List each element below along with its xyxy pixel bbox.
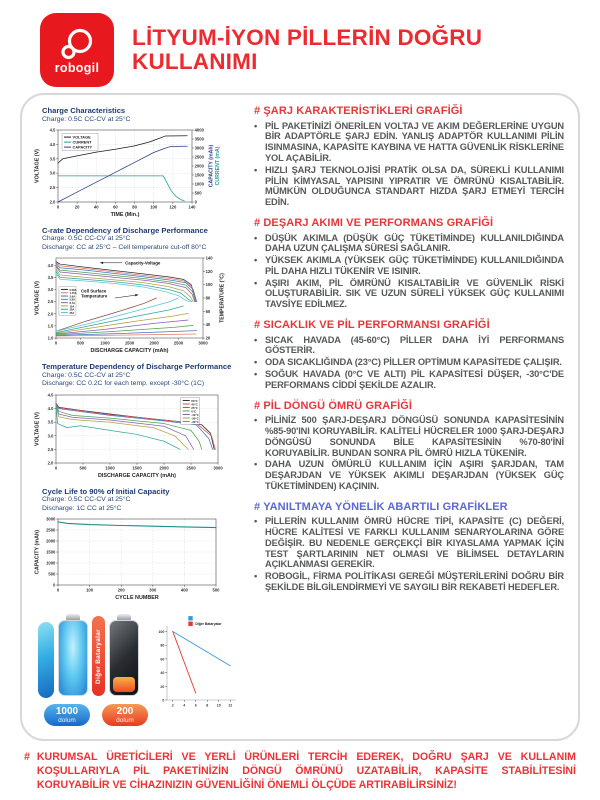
bullet-item: • ODA SICAKLIĞINDA (23°C) PİLLER OPTİMUM KAPASİTEDE ÇALIŞIR. [254,357,562,368]
chart-block-cycle-life [32,488,246,605]
svg-text:2.0: 2.0 [47,460,54,466]
section-heading: # SICAKLIK VE PİL PERFORMANSI GRAFİĞİ [254,319,490,331]
svg-text:40: 40 [160,671,165,676]
svg-text:200: 200 [117,587,125,593]
svg-text:2000: 2000 [159,465,169,471]
svg-text:DISCHARGE CAPACITY (mAh): DISCHARGE CAPACITY (mAh) [98,473,176,480]
svg-text:DISCHARGE CAPACITY (mAh): DISCHARGE CAPACITY (mAh) [90,348,169,355]
svg-text:80: 80 [205,295,211,301]
svg-text:10: 10 [216,703,221,708]
section-charge [254,105,564,208]
chart-subtitle: Discharge: 1C CC at 25°C [42,504,122,512]
chart-block-charge [32,107,246,222]
svg-text:2.0: 2.0 [49,199,56,205]
chart-title: Temperature Dependency of Discharge Performance [42,362,232,372]
charts-column [32,105,246,735]
svg-text:CYCLE NUMBER: CYCLE NUMBER [115,595,159,602]
svg-text:60°C: 60°C [191,398,198,403]
bullet-item: • SICAK HAVADA (45-60°C) PİLLER DAHA İYİ PERFORMANS GÖSTERİR. [254,334,564,356]
svg-text:0: 0 [56,204,60,210]
battery-bar-blue [38,622,54,698]
chart-subtitle: Charge: 0.5C CC-CV at 25°C [42,496,131,504]
battery-comparison-graphic [32,610,242,728]
svg-text:1.45A: 1.45A [69,292,77,296]
svg-text:2.5: 2.5 [47,446,54,452]
svg-text:0: 0 [54,340,58,346]
svg-text:120: 120 [205,269,213,275]
svg-text:3500: 3500 [194,136,204,142]
svg-text:140: 140 [205,255,213,261]
bullet-item: • SOĞUK HAVADA (0°C VE ALTI) PİL KAPASİTESİ DÜŞER, -30°C'DE PERFORMANS CİDDİ ŞEKİLDE AZALIR. [254,368,564,390]
robogil-logo [40,13,114,87]
chart-subtitle: Charge: 0.5C CC-CV at 25°C [42,115,131,123]
svg-text:15A: 15A [69,305,75,309]
section-misleading-charts [254,501,564,593]
svg-text:1000: 1000 [194,181,204,187]
svg-text:4000: 4000 [194,127,204,133]
svg-text:TIME (Min.): TIME (Min.) [110,212,140,219]
svg-text:0: 0 [162,698,165,703]
svg-text:4.5: 4.5 [49,127,56,133]
hash-symbol: # [24,751,30,763]
svg-text:TEMPERATURE (°C): TEMPERATURE (°C) [219,273,226,324]
svg-text:1500: 1500 [46,549,56,555]
svg-text:100: 100 [86,587,94,593]
section-discharge [254,217,564,310]
svg-text:500: 500 [194,190,202,196]
battery-bad-illustration [109,614,139,696]
svg-text:-10°C: -10°C [191,412,199,417]
svg-text:1500: 1500 [132,465,142,471]
svg-text:100: 100 [205,282,213,288]
svg-text:2.0: 2.0 [47,311,54,317]
other-batteries-vertical-label: Diğer Bataryalar [92,616,105,696]
svg-text:CAPACITY (mAh): CAPACITY (mAh) [208,144,215,188]
svg-text:2: 2 [171,703,174,708]
page-title: LİTYUM-İYON PİLLERİN DOĞRU KULLANIMI [132,24,483,74]
svg-text:2000: 2000 [194,163,204,169]
header [0,0,600,91]
chart-block-crate [32,227,246,358]
cycle-life-chart [32,515,222,605]
chart-title: Cycle Life to 90% of Initial Capacity [42,486,170,496]
svg-text:45°C: 45°C [191,402,198,407]
svg-text:Temperature: Temperature [80,293,108,299]
svg-text:8.7A: 8.7A [69,302,76,306]
svg-text:2.5: 2.5 [47,299,54,305]
svg-text:1.5: 1.5 [47,323,54,329]
svg-text:3.0: 3.0 [47,433,54,439]
crate-discharge-chart [32,254,227,358]
svg-text:3.5: 3.5 [49,156,56,162]
svg-text:5.8A: 5.8A [69,299,76,303]
svg-text:0: 0 [53,582,56,588]
chart-subtitle: Discharge: CC at 25°C – Cell temperature cut-off 80°C [42,243,207,251]
svg-text:3000: 3000 [198,340,208,346]
svg-text:12: 12 [228,703,233,708]
svg-text:1000: 1000 [100,340,110,346]
bullet-item: • ROBOGİL, FİRMA POLİTİKASI GEREĞİ MÜŞTERİLERİNİ DOĞRU BİR ŞEKİLDE BİLGİLENDİRMEYİ VE SAYGILI BİR REKABETİ HEDEFLER. [254,571,564,592]
svg-text:4.5: 4.5 [47,392,54,398]
svg-text:CURRENT: CURRENT [72,139,92,145]
bullet-item: • PİLİNİZ 500 ŞARJ-DEŞARJ DÖNGÜSÜ SONUNDA KAPASİTESİNİN %85-90'INI KORUYABİLİR. KALİTELİ HÜCRELER 1000 ŞARJ-DEŞARJ DÖNGÜSÜ SONUNDA BİLE KAPASİTESİNİN %70-80'İNİ KORUYABİLİR. BUNDAN SONRA PİL ÖMRÜ HIZLA TÜKENİR. [254,415,564,458]
svg-text:1500: 1500 [124,340,135,346]
svg-text:1.0: 1.0 [47,335,54,341]
bullet-item: • YÜKSEK AKIMLA (YÜKSEK GÜÇ TÜKETİMİNDE) KULLANILDIĞINDA PİL DAHA HIZLI TÜKENİR VE ISINIR. [254,255,564,276]
svg-text:-30°C: -30°C [191,419,199,424]
svg-text:0°C: 0°C [191,409,197,414]
svg-text:140: 140 [188,204,196,210]
battery-low-charge-level [113,677,135,692]
battery-body [109,620,139,696]
svg-text:6: 6 [194,703,197,708]
svg-text:25A: 25A [69,312,75,316]
svg-text:3000: 3000 [194,145,204,151]
svg-text:0: 0 [194,199,197,205]
chart-subtitle: Charge: 0.5C CC-CV at 25°C [42,235,131,243]
svg-text:4.0: 4.0 [47,263,54,269]
svg-text:3000: 3000 [46,516,56,522]
svg-text:500: 500 [77,340,84,346]
logo-wordmark: robogil [54,60,100,75]
section-heading: # DEŞARJ AKIMI VE PERFORMANS GRAFİĞİ [254,216,494,229]
svg-text:2000: 2000 [149,340,159,346]
svg-text:CAPACITY (mAh): CAPACITY (mAh) [34,530,41,575]
svg-text:80: 80 [132,204,137,210]
svg-text:500: 500 [79,465,87,471]
svg-text:400: 400 [180,587,188,593]
svg-text:25°C: 25°C [191,405,198,410]
svg-text:60: 60 [113,204,118,210]
chart-subtitle: Charge: 0.5C CC-CV at 25°C [42,371,131,379]
bullet-item: • DAHA UZUN ÖMÜRLÜ KULLANIM İÇİN AŞIRI ŞARJDAN, TAM DEŞARJDAN VE YÜKSEK AKIMLI DEŞARJDAN (YÜKSEK GÜÇ TÜKETİMİNDEN) KAÇININ. [254,459,564,491]
battery-decline-mini-chart [156,610,238,710]
svg-text:0: 0 [56,587,60,593]
svg-text:60: 60 [160,657,165,662]
charge-characteristics-chart [32,126,222,222]
svg-text:2500: 2500 [173,340,184,346]
svg-text:20: 20 [74,204,80,210]
svg-text:VOLTAGE (V): VOLTAGE (V) [34,281,41,316]
svg-text:20A: 20A [69,309,75,313]
svg-text:VOLTAGE (V): VOLTAGE (V) [34,411,41,446]
svg-text:0: 0 [54,465,58,471]
svg-text:40: 40 [205,322,211,328]
battery-body [58,620,88,696]
svg-text:8: 8 [206,703,209,708]
chart-title: C-rate Dependency of Discharge Performance [42,225,208,235]
section-heading: # YANILTMAYA YÖNELİK ABARTILI GRAFİKLER [254,500,508,513]
bullet-item: • AŞIRI AKIM, PİL ÖMRÜNÜ KISALTABİLİR VE GÜVENLİK RİSKİ OLUŞTURABİLİR. SIK VE UZUN SÜRELİ YÜKSEK GÜÇ KULLANIMI TAVSİYE EDİLMEZ. [254,277,564,310]
text-column [252,105,570,735]
svg-text:CAPACITY: CAPACITY [72,144,93,150]
svg-text:Diğer Bataryalar: Diğer Bataryalar [195,622,222,627]
svg-text:100: 100 [158,630,165,635]
svg-text:0.58A: 0.58A [69,289,77,293]
svg-text:40: 40 [93,204,99,210]
svg-text:500: 500 [48,571,56,577]
section-temperature [254,319,564,391]
svg-text:3000: 3000 [213,465,223,471]
bullet-item: • HIZLI ŞARJ TEKNOLOJİSİ PRATİK OLSA DA, SÜREKLİ KULLANIMI PİLİN KİMYASAL YAPISINI YIPRATIR VE ÖMRÜNÜ KISALTABİLİR. MÜMKÜN OLDUĞUNCA STANDART HIZDA ŞARJ ETMEYİ TERCİH EDİN. [254,164,564,208]
svg-text:3.0: 3.0 [47,287,54,293]
temperature-discharge-chart [32,391,224,483]
svg-text:2500: 2500 [194,154,204,160]
svg-text:80: 80 [160,644,165,649]
svg-text:Capacity-Voltage: Capacity-Voltage [125,260,161,266]
svg-text:1500: 1500 [194,172,204,178]
footer-text: KURUMSAL ÜRETİCİLERİ VE YERLİ ÜRÜNLERİ TERCİH EDEREK, DOĞRU ŞARJ VE KULLANIM KOŞULLARIYLA PİL PAKETİNİZİN DÖNGÜ ÖMRÜNÜ UZATABİLİR, KAPASİTE STABİLİTESİNİ KORUYABİLİR VE CİHAZINIZIN GÜVENLİĞİNİ ÖNEMLİ ÖLÇÜDE ARTIRABİLİRSİNİZ! [36,751,576,791]
svg-text:Cell Surface: Cell Surface [80,288,107,294]
robogil-logo-icon [55,26,99,64]
svg-text:3.5: 3.5 [47,419,54,425]
svg-text:2500: 2500 [186,465,196,471]
svg-text:300: 300 [149,587,157,593]
svg-text:3.5: 3.5 [47,275,54,281]
svg-text:20: 20 [160,685,165,690]
svg-text:20: 20 [205,335,211,341]
svg-text:100: 100 [150,204,158,210]
svg-text:CURRENT (mA): CURRENT (mA) [215,146,221,186]
bullet-item: • PİL PAKETİNİZİ ÖNERİLEN VOLTAJ VE AKIM DEĞERLERİNE UYGUN BİR ADAPTÖRLE ŞARJ EDİN. YANLIŞ ADAPTÖR KULLANIMI PİLİN ISINMASINA, KAPASİTE KAYBINA VE HATTA GÜVENLİK RİSKLERİNE YOL AÇABİLİR. [254,120,564,163]
svg-text:4: 4 [183,703,186,708]
svg-text:500: 500 [212,587,220,593]
battery-good-illustration [58,614,88,696]
svg-text:4.0: 4.0 [49,141,56,147]
bad-cycles-badge: 200 dolum [102,704,148,726]
svg-text:VOLTAGE: VOLTAGE [72,134,91,140]
svg-text:2.9A: 2.9A [69,295,76,299]
footer-callout [0,741,600,793]
chart-title: Charge Characteristics [42,106,126,115]
svg-text:2500: 2500 [46,527,56,533]
svg-text:1000: 1000 [46,560,56,566]
bullet-item: • PİLLERİN KULLANIM ÖMRÜ HÜCRE TİPİ, KAPASİTE (C) DEĞERİ, HÜCRE KALİTESİ VE FARKLI KULLANIM SENARYOLARINA GÖRE DEĞİŞİR. BU NEDENLE GERÇEKÇİ BİR KIYASLAMA YAPMAK İÇİN TEST ŞARTLARININ NET OLMASI VE BİLİMSEL DETAYLARIN AÇIKLANMASI GEREKİR. [254,516,564,570]
svg-text:1000: 1000 [105,465,115,471]
svg-text:3.0: 3.0 [49,170,56,176]
svg-text:-20°C: -20°C [191,416,199,421]
chart-subtitle: Discharge: CC 0.2C for each temp. except -30°C (1C) [42,380,205,388]
bullet-item: • DÜŞÜK AKIMLA (DÜŞÜK GÜÇ TÜKETİMİNDE) KULLANILDIĞINDA DAHA UZUN ÇALIŞMA SÜRESİ SAĞLANIR. [254,232,564,254]
svg-text:120: 120 [169,204,177,210]
svg-text:VOLTAGE (V): VOLTAGE (V) [34,149,41,183]
chart-block-temperature [32,363,246,482]
section-cycle-life [254,400,564,492]
good-cycles-badge: 1000 dolum [44,704,90,726]
section-heading: # ŞARJ KARAKTERİSTİKLERİ GRAFİĞİ [254,105,463,117]
section-heading: # PİL DÖNGÜ ÖMRÜ GRAFİĞİ [254,399,413,412]
svg-text:4.0: 4.0 [47,406,54,412]
svg-text:2000: 2000 [46,538,56,544]
content-card [20,93,580,741]
svg-text:60: 60 [205,309,211,315]
svg-text:2.5: 2.5 [49,185,56,191]
